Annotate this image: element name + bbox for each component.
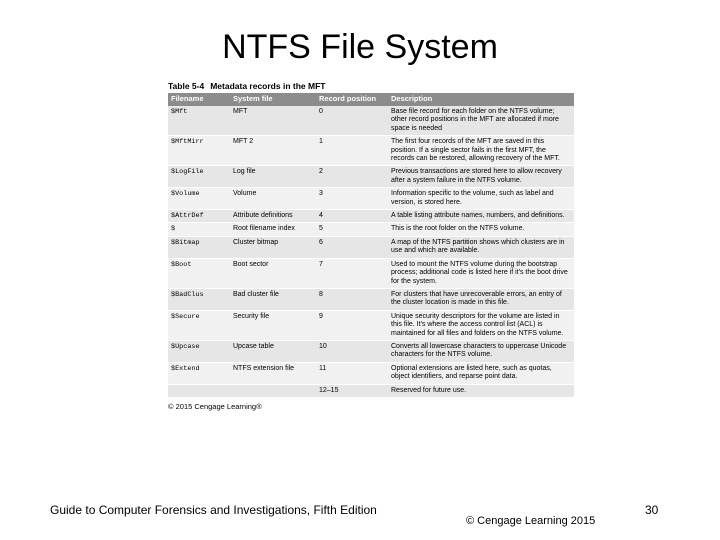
header-system-file: System file <box>230 93 316 106</box>
cell-record-position: 4 <box>316 210 388 223</box>
cell-system-file <box>230 384 316 397</box>
cell-system-file: Log file <box>230 166 316 188</box>
cell-system-file: NTFS extension file <box>230 362 316 384</box>
table-body <box>168 106 574 397</box>
cell-system-file: Boot sector <box>230 258 316 288</box>
cell-description: Information specific to the volume, such as label and version, is stored here. <box>388 188 574 210</box>
table-copyright: © 2015 Cengage Learning® <box>168 401 262 411</box>
cell-system-file: Cluster bitmap <box>230 236 316 258</box>
cell-system-file: Security file <box>230 310 316 340</box>
cell-filename: $LogFile <box>168 166 230 188</box>
header-filename: Filename <box>168 93 230 106</box>
cell-record-position: 6 <box>316 236 388 258</box>
cell-filename: $Upcase <box>168 340 230 362</box>
header-description: Description <box>388 93 574 106</box>
table-row <box>168 136 574 166</box>
cell-record-position: 12–15 <box>316 384 388 397</box>
page-number: 30 <box>645 503 659 517</box>
table-row <box>168 340 574 362</box>
cell-filename: $MftMirr <box>168 136 230 166</box>
table-row <box>168 166 574 188</box>
table-row <box>168 188 574 210</box>
cell-system-file: Upcase table <box>230 340 316 362</box>
table-caption-number: Table 5-4 <box>168 81 205 91</box>
footer-book-title: Guide to Computer Forensics and Investigations, Fifth Edition <box>50 503 377 517</box>
cell-filename: $Volume <box>168 188 230 210</box>
cell-record-position: 3 <box>316 188 388 210</box>
cell-description: This is the root folder on the NTFS volume. <box>388 223 574 236</box>
cell-record-position: 7 <box>316 258 388 288</box>
table-row <box>168 106 574 136</box>
slide-title: NTFS File System <box>222 28 498 66</box>
cell-record-position: 8 <box>316 288 388 310</box>
cell-record-position: 11 <box>316 362 388 384</box>
table-caption-title: Metadata records in the MFT <box>210 81 326 91</box>
cell-filename <box>168 384 230 397</box>
table-row <box>168 236 574 258</box>
cell-system-file: MFT <box>230 106 316 136</box>
header-record-position: Record position <box>316 93 388 106</box>
cell-system-file: Volume <box>230 188 316 210</box>
cell-description: Converts all lowercase characters to uppercase Unicode characters for the NTFS volume. <box>388 340 574 362</box>
cell-system-file: MFT 2 <box>230 136 316 166</box>
table-caption <box>168 80 576 93</box>
table-header-row <box>168 93 574 106</box>
cell-record-position: 5 <box>316 223 388 236</box>
cell-filename: $Secure <box>168 310 230 340</box>
table-row <box>168 384 574 397</box>
mft-metadata-table <box>168 93 574 398</box>
cell-description: Unique security descriptors for the volume are listed in this file. It's where the access control list (ACL) is maintained for all files and folders on the NTFS volume. <box>388 310 574 340</box>
table-row <box>168 288 574 310</box>
cell-system-file: Root filename index <box>230 223 316 236</box>
cell-description: A table listing attribute names, numbers, and definitions. <box>388 210 574 223</box>
footer-copyright: © Cengage Learning 2015 <box>466 515 596 527</box>
cell-system-file: Attribute definitions <box>230 210 316 223</box>
cell-system-file: Bad cluster file <box>230 288 316 310</box>
table-row <box>168 210 574 223</box>
cell-description: Reserved for future use. <box>388 384 574 397</box>
cell-filename: $Boot <box>168 258 230 288</box>
cell-description: A map of the NTFS partition shows which clusters are in use and which are available. <box>388 236 574 258</box>
cell-description: Used to mount the NTFS volume during the bootstrap process; additional code is listed here if it's the boot drive for the system. <box>388 258 574 288</box>
cell-record-position: 2 <box>316 166 388 188</box>
cell-record-position: 0 <box>316 106 388 136</box>
cell-filename: $AttrDef <box>168 210 230 223</box>
cell-record-position: 9 <box>316 310 388 340</box>
table-row <box>168 310 574 340</box>
table-row <box>168 362 574 384</box>
table-row <box>168 223 574 236</box>
cell-record-position: 1 <box>316 136 388 166</box>
cell-description: For clusters that have unrecoverable errors, an entry of the cluster location is made in this file. <box>388 288 574 310</box>
cell-filename: $BadClus <box>168 288 230 310</box>
cell-filename: $Bitmap <box>168 236 230 258</box>
cell-filename: $Mft <box>168 106 230 136</box>
cell-description: The first four records of the MFT are saved in this position. If a single sector fails in the first MFT, the records can be restored, allowing recovery of the MFT. <box>388 136 574 166</box>
table-figure <box>168 80 576 411</box>
cell-description: Optional extensions are listed here, such as quotas, object identifiers, and reparse point data. <box>388 362 574 384</box>
table-row <box>168 258 574 288</box>
cell-description: Previous transactions are stored here to allow recovery after a system failure in the NTFS volume. <box>388 166 574 188</box>
cell-description: Base file record for each folder on the NTFS volume; other record positions in the MFT are allocated if more space is needed <box>388 106 574 136</box>
cell-filename: $ <box>168 223 230 236</box>
cell-record-position: 10 <box>316 340 388 362</box>
cell-filename: $Extend <box>168 362 230 384</box>
